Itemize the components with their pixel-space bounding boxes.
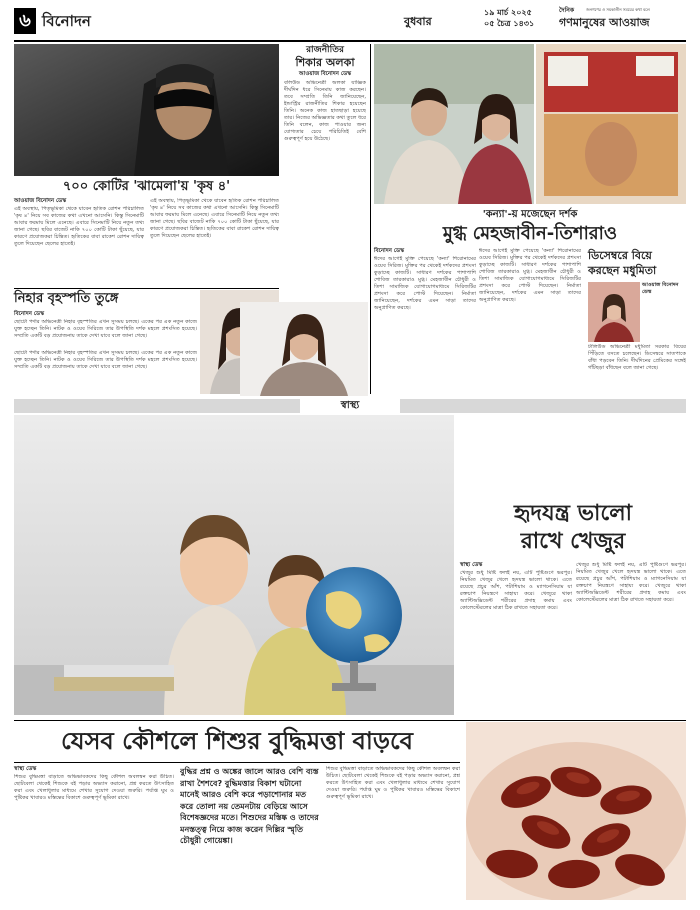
child-headline-bottom-rule	[14, 762, 460, 763]
krrish-byline: আওয়াজ বিনোদন ডেস্ক	[14, 198, 67, 204]
section-title: বিনোদন	[42, 12, 91, 30]
dates-fruit-photo	[466, 722, 686, 900]
krrish-body-col2: এই অবস্থায়, পিতৃভূমিকা থেকে যাবেন হৃতিক রোশন পরিচালিত 'কৃষ ৪' নিয়ে সব কাজের কথা এখনো আসেনি। কিন্তু সিনেমাটি আবার ফরমায় মিলে এনেছে। এবারে সিনেমাটি নিয়ে নতুন তথ্য জানা গেছে। ছবির বাজেট নাকি ৭০০ কোটি টাকা ছুঁয়েছে, যার কারণে প্রযোজকরা চিন্তিত। হৃতিকের বাবা রাকেশ রোশন দায়িত্ব তুলে দিয়েছেন ছেলের হাতেই।	[150, 198, 279, 239]
dates-headline-line2: রাখে খেজুর	[520, 529, 626, 554]
child-headline: যেসব কৌশলে শিশুর বুদ্ধিমত্তা বাড়বে	[61, 727, 413, 755]
krrish-photo	[14, 44, 279, 176]
date-bangla: ০৫ চৈত্র ১৪৩১	[484, 19, 535, 28]
child-body-col2: শিশুর বুদ্ধিমত্তা বাড়াতে অভিভাবকদের কিছু কৌশল অবলম্বন করা উচিত। ছোটবেলা থেকেই শিশুকে বই পড়ার অভ্যাস করানো, প্রশ্ন করতে উৎসাহিত করা এবং খেলাধুলার মাধ্যমে শেখার সুযোগ দেওয়া জরুরি। পর্যাপ্ত ঘুম ও পুষ্টিকর খাবারও মস্তিষ্কের বিকাশে গুরুত্বপূর্ণ ভূমিকা রাখে।	[326, 766, 460, 800]
nihar-byline: বিনোদন ডেস্ক	[14, 311, 45, 317]
child-body-col1: শিশুর বুদ্ধিমত্তা বাড়াতে অভিভাবকদের কিছু কৌশল অবলম্বন করা উচিত। ছোটবেলা থেকেই শিশুকে বই পড়ার অভ্যাস করানো, প্রশ্ন করতে উৎসাহিত করা এবং খেলাধুলার মাধ্যমে শেখার সুযোগ দেওয়া জরুরি। পর্যাপ্ত ঘুম ও পুষ্টিকর খাবারও মস্তিষ্কের বিকাশে গুরুত্বপূর্ণ ভূমিকা রাখে।	[14, 774, 174, 801]
konna-photo-couple	[374, 44, 534, 204]
madhumita-body: টালিউড অভিনেত্রী মধুমিতা সরকার বিয়ের পিঁড়িতে বসতে চলেছেন। ডিসেম্বরে সাতপাকে বাঁধা পড়বেন তিনি। দীর্ঘদিনের প্রেমিকের সঙ্গেই গাঁটছড়া বাঁধছেন বলে জানা গেছে।	[588, 344, 686, 371]
nihar-body-col2: ছোটো পর্দার অভিনেত্রী নিহার বৃহস্পতির এখন সুসময় চলছে। একের পর এক নতুন কাজে যুক্ত হচ্ছেন তিনি। নাটক ও ওয়েব সিরিজে তার উপস্থিতি দর্শক মহলে প্রশংসিত হয়েছে। সম্প্রতি একটি বড় প্রযোজনায় তাকে দেখা যাবে বলে জানা গেছে।	[14, 350, 197, 370]
header-divider	[14, 40, 686, 42]
nihar-headline: নিহার বৃহস্পতি তুঙ্গে	[14, 291, 119, 306]
health-section-label: স্বাস্থ্য	[300, 399, 400, 413]
konna-poster	[536, 44, 686, 204]
alaka-photo	[240, 302, 368, 396]
madhumita-byline: আওয়াজ বিনোদন ডেস্ক	[642, 282, 679, 295]
dates-body-col2: খেজুর শুধু মিষ্টি ফলই নয়, এটি পুষ্টিগুণে ভরপুর। নিয়মিত খেজুর খেলে হৃদযন্ত্র ভালো থাকে। এতে রয়েছে প্রচুর আঁশ, পটাশিয়াম ও ম্যাগনেসিয়াম যা রক্তচাপ নিয়ন্ত্রণে সাহায্য করে। খেজুরে থাকা অ্যান্টিঅক্সিডেন্ট শরীরের প্রদাহ কমায় এবং কোলেস্টেরলের মাত্রা ঠিক রাখতে সহায়তা করে।	[576, 562, 686, 603]
alaka-body: বলিউড অভিনেত্রী অলকা যাজ্ঞিক দীর্ঘদিন ধরে সিনেমায় কাজ করছেন। তবে সম্প্রতি তিনি জানিয়েছেন, ইন্ডাস্ট্রির রাজনীতির শিকার হয়েছেন তিনি। অনেক কাজ হাতছাড়া হয়েছে তার। নিজের অভিজ্ঞতার কথা তুলে ধরে তিনি বলেন, কাজ পাওয়ার জন্য যোগ্যতার চেয়ে পরিচিতিই বেশি গুরুত্বপূর্ণ হয়ে উঠেছে।	[284, 80, 366, 142]
krrish-body-col1: এই অবস্থায়, পিতৃভূমিকা থেকে যাবেন হৃতিক রোশন পরিচালিত 'কৃষ ৪' নিয়ে সব কাজের কথা এখনো আসেনি। কিন্তু সিনেমাটি আবার ফরমায় মিলে এনেছে। এবারে সিনেমাটি নিয়ে নতুন তথ্য জানা গেছে। ছবির বাজেট নাকি ৭০০ কোটি টাকা ছুঁয়েছে, যার কারণে প্রযোজকরা চিন্তিত। হৃতিকের বাবা রাকেশ রোশন দায়িত্ব তুলে দিয়েছেন ছেলের হাতেই।	[14, 206, 144, 247]
alaka-kicker: রাজনীতির	[306, 45, 344, 55]
child-pullquote: বুদ্ধির প্রশ্ন ও অঙ্কের জালে আরও বেশি ব্যস্ত রাখা শৈশবে? বুদ্ধিমত্তার বিকাশ ঘটানো মানেই আরও বেশি করে পড়াশোনার মত করে তোলা নয় তেমনটায় বেড়িয়ে আসে বিশেষজ্ঞদের মতে। শিশুদের মস্তিষ্ক ও তাদের মনস্তত্ত্ব নিয়ে কাজ করেন দিল্লির স্মৃতি চৌধুরী গোয়েঙ্কা।	[180, 767, 319, 845]
paper-tagline: জনগণের ও সমকালীন সময়ের কথা বলে	[586, 7, 650, 12]
paper-masthead: গণমানুষের আওয়াজ	[559, 16, 650, 29]
dates-body-col1: খেজুর শুধু মিষ্টি ফলই নয়, এটি পুষ্টিগুণে ভরপুর। নিয়মিত খেজুর খেলে হৃদযন্ত্র ভালো থাকে। এতে রয়েছে প্রচুর আঁশ, পটাশিয়াম ও ম্যাগনেসিয়াম যা রক্তচাপ নিয়ন্ত্রণে সাহায্য করে। খেজুরে থাকা অ্যান্টিঅক্সিডেন্ট শরীরের প্রদাহ কমায় এবং কোলেস্টেরলের মাত্রা ঠিক রাখতে সহায়তা করে।	[460, 570, 572, 611]
dates-headline-line1: হৃদযন্ত্র ভালো	[513, 501, 632, 526]
konna-kicker: 'কন্যা'-য় মজেছেন দর্শক	[482, 209, 578, 220]
alaka-headline: শিকার অলকা	[295, 56, 355, 69]
divider-krrish-nihar	[14, 288, 279, 289]
nihar-body-col1: ছোটো পর্দার অভিনেত্রী নিহার বৃহস্পতির এখন সুসময় চলছে। একের পর এক নতুন কাজে যুক্ত হচ্ছেন তিনি। নাটক ও ওয়েব সিরিজে তার উপস্থিতি দর্শক মহলে প্রশংসিত হয়েছে। সম্প্রতি একটি বড় প্রযোজনায় তাকে দেখা যাবে বলে জানা গেছে।	[14, 319, 197, 339]
children-globe-photo	[14, 415, 454, 715]
weekday: বুধবার	[404, 15, 432, 28]
konna-headline: মুগ্ধ মেহজাবীন-তিশারাও	[442, 223, 618, 244]
paper-prefix: দৈনিক	[559, 7, 575, 14]
krrish-headline: ৭০০ কোটির 'ঝামেলা'য় 'কৃষ ৪'	[62, 179, 231, 194]
konna-body-col2: ঈদের আগেই মুক্তি পেয়েছে 'কন্যা' শিরোনামের ওয়েব সিরিজ। মুক্তির পর থেকেই দর্শকদের প্রশংসা কুড়াচ্ছে কাজটি। সাধারণ দর্শকের পাশাপাশি শোবিজ তারকারাও মুগ্ধ। মেহজাবীন চৌধুরী ও তিশা সামাজিক যোগাযোগমাধ্যমে সিরিজটির প্রশংসা করে পোস্ট দিয়েছেন। নির্মাতা জানিয়েছেন, দর্শকের এমন সাড়া তাদের অনুপ্রাণিত করছে।	[479, 248, 581, 303]
madhumita-headline: ডিসেম্বরে বিয়ে করছেন মধুমিতা	[588, 249, 657, 277]
konna-body-col1: ঈদের আগেই মুক্তি পেয়েছে 'কন্যা' শিরোনামের ওয়েব সিরিজ। মুক্তির পর থেকেই দর্শকদের প্রশংসা কুড়াচ্ছে কাজটি। সাধারণ দর্শকের পাশাপাশি শোবিজ তারকারাও মুগ্ধ। মেহজাবীন চৌধুরী ও তিশা সামাজিক যোগাযোগমাধ্যমে সিরিজটির প্রশংসা করে পোস্ট দিয়েছেন। নির্মাতা জানিয়েছেন, দর্শকের এমন সাড়া তাদের অনুপ্রাণিত করছে।	[374, 256, 476, 311]
konna-byline: বিনোদন ডেস্ক	[374, 248, 405, 254]
alaka-byline: আওয়াজ বিনোদন ডেস্ক	[298, 71, 352, 77]
date-english: ১৯ মার্চ ২০২৫	[484, 8, 532, 17]
madhumita-photo	[588, 282, 640, 342]
vertical-divider	[370, 44, 371, 394]
child-byline: স্বাস্থ্য ডেস্ক	[14, 766, 37, 772]
dates-byline: স্বাস্থ্য ডেস্ক	[460, 562, 483, 568]
page-number: ৬	[14, 8, 36, 34]
page-header	[14, 6, 686, 40]
